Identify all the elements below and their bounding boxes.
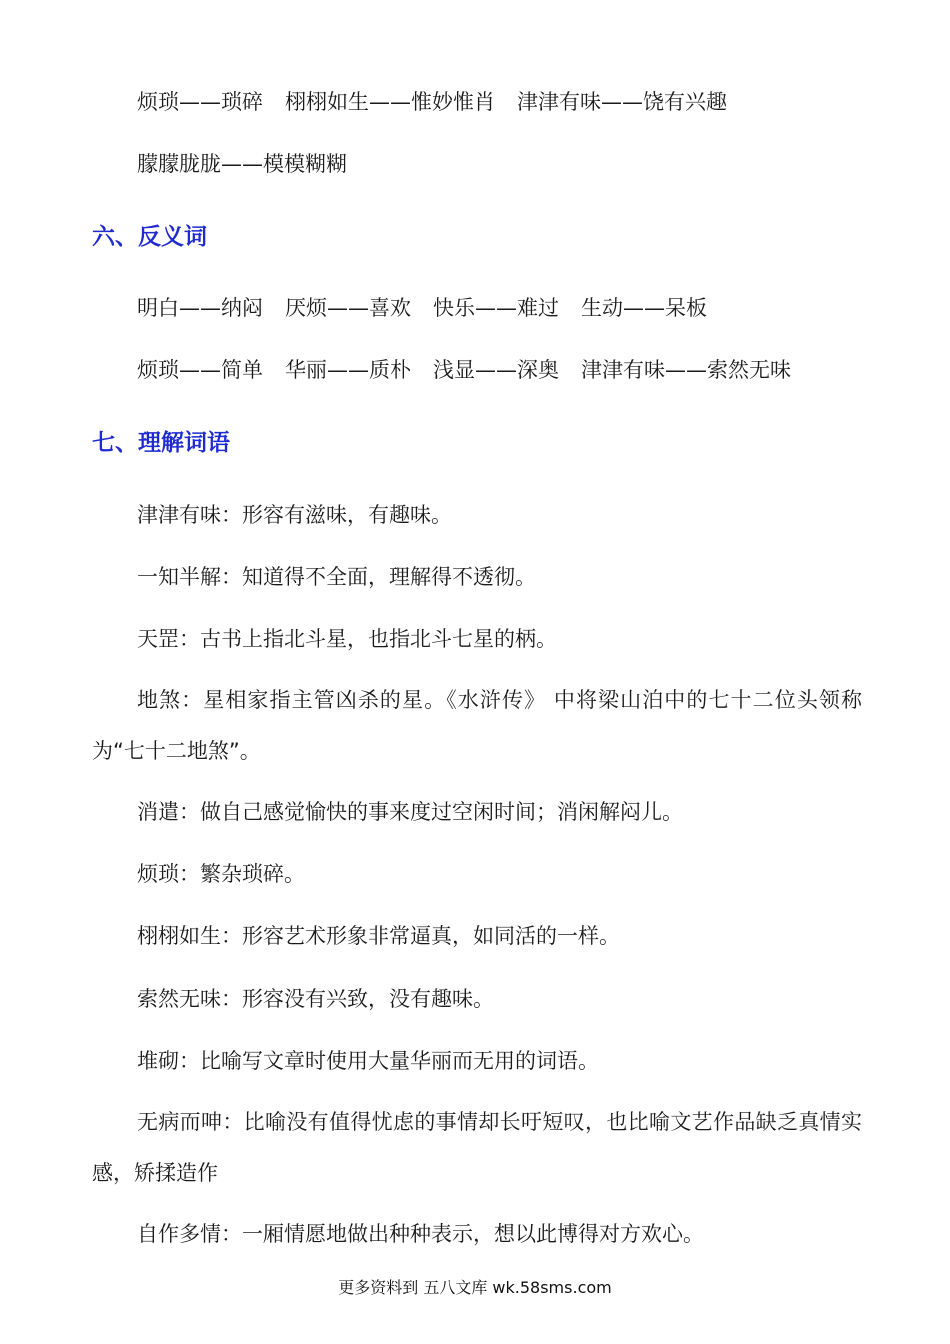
antonym-pair: 快乐——难过: [433, 296, 559, 320]
antonym-row-1: [137, 293, 707, 323]
definition-item: 栩栩如生：形容艺术形象非常逼真，如同活的一样。: [137, 924, 620, 948]
synonym-pair: 栩栩如生——惟妙惟肖: [285, 90, 495, 114]
footer-link[interactable]: 更多资料到 五八文库 wk.58sms.com: [338, 1278, 612, 1297]
synonym-row-1: [137, 87, 727, 117]
antonym-pair: 浅显——深奥: [433, 358, 559, 382]
antonym-pair: 华丽——质朴: [285, 358, 411, 382]
antonym-pair: 津津有味——索然无味: [581, 358, 791, 382]
antonym-pair: 烦琐——简单: [137, 358, 263, 382]
definition-item: 一知半解：知道得不全面，理解得不透彻。: [137, 565, 536, 589]
antonym-pair: 明白——纳闷: [137, 296, 263, 320]
definition-item: 烦琐：繁杂琐碎。: [137, 862, 305, 886]
antonyms-heading: 六、反义词: [92, 224, 207, 250]
definition-item: 津津有味：形容有滋味，有趣味。: [137, 503, 452, 527]
antonym-pair: 厌烦——喜欢: [285, 296, 411, 320]
definition-item: 索然无味：形容没有兴致，没有趣味。: [137, 987, 494, 1011]
definition-item: 消遣：做自己感觉愉快的事来度过空闲时间；消闲解闷儿。: [137, 800, 683, 824]
synonym-row-2: [137, 149, 347, 179]
understanding-heading: 七、理解词语: [92, 430, 230, 456]
synonym-pair: 朦朦胧胧——模模糊糊: [137, 152, 347, 176]
definition-item: 自作多情：一厢情愿地做出种种表示，想以此博得对方欢心。: [137, 1222, 704, 1246]
synonym-pair: 津津有味——饶有兴趣: [517, 90, 727, 114]
definition-item: 堆砌：比喻写文章时使用大量华丽而无用的词语。: [137, 1049, 599, 1073]
definition-item: 无病而呻：比喻没有值得忧虑的事情却长吁短叹，也比喻文艺作品缺乏真情实感，矫揉造作: [92, 1110, 862, 1185]
definition-item: 天罡：古书上指北斗星，也指北斗七星的柄。: [137, 627, 557, 651]
antonym-pair: 生动——呆板: [581, 296, 707, 320]
antonym-row-2: [137, 355, 791, 385]
synonym-pair: 烦琐——琐碎: [137, 90, 263, 114]
definition-item: 地煞：星相家指主管凶杀的星。《水浒传》 中将梁山泊中的七十二位头领称为“七十二地煞”。: [92, 688, 862, 763]
